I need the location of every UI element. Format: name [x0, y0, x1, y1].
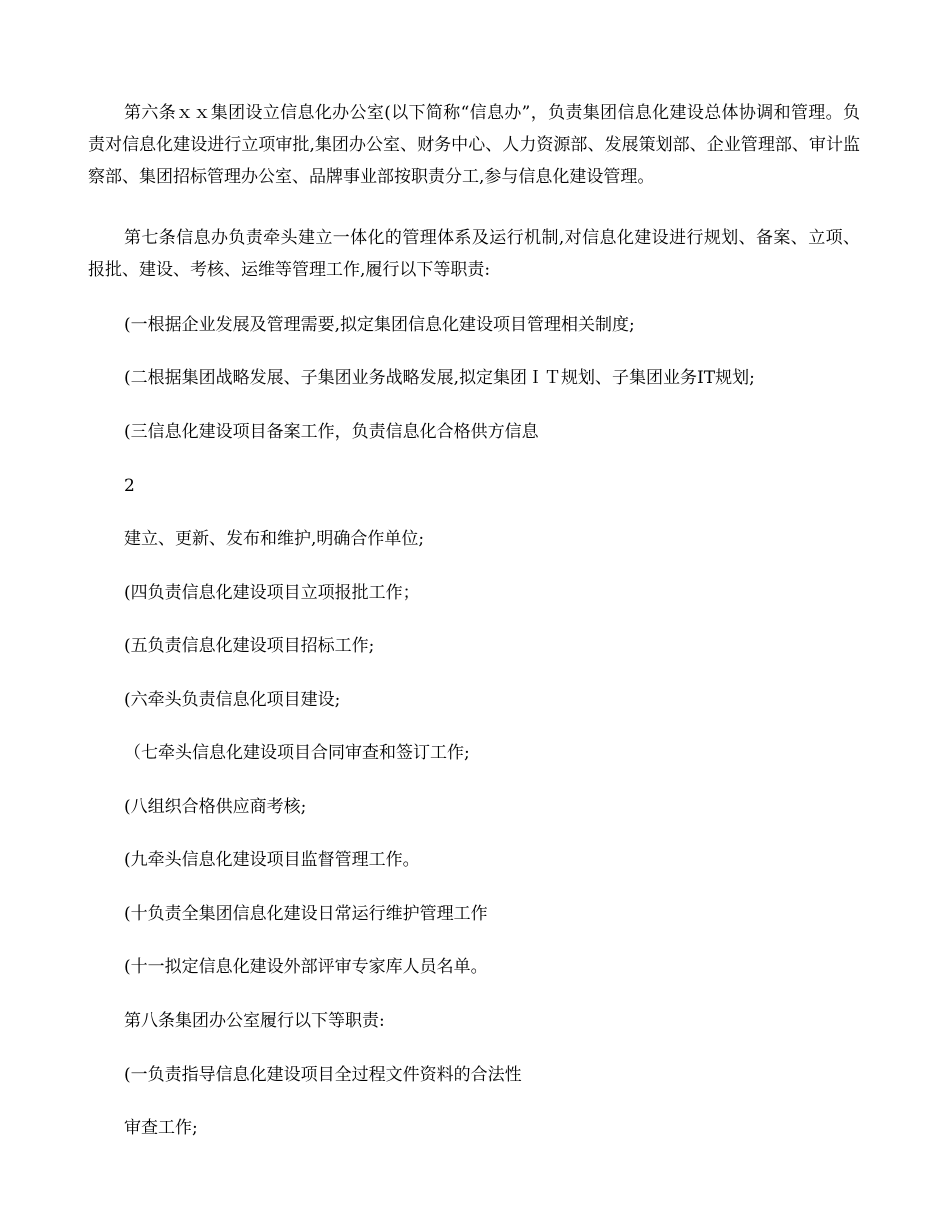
clause-line: (八组织合格供应商考核;	[124, 797, 307, 817]
clause-line: （七牵头信息化建设项目合同审查和签订工作;	[124, 743, 470, 763]
clause-line: (十负责全集团信息化建设日常运行维护管理工作	[124, 904, 488, 924]
clause-line: (四负责信息化建设项目立项报批工作；	[124, 583, 420, 603]
clause-line: (六牵头负责信息化项目建设;	[124, 690, 341, 710]
article-6-paragraph: 第六条ｘｘ集团设立信息化办公室(以下简称“信息办”，负责集团信息化建设总体协调和管理。负责对信息化建设进行立项审批,集团办公室、财务中心、人力资源部、发展策划部、企业管理部、审计监察部、集团招标管理办公室、品牌事业部按职责分工,参与信息化建设管理。	[88, 103, 860, 187]
clause-line: (九牵头信息化建设项目监督管理工作。	[124, 850, 420, 870]
clause-line: (一根据企业发展及管理需要,拟定集团信息化建设项目管理相关制度;	[124, 315, 635, 335]
clause-line: (十一拟定信息化建设外部评审专家库人员名单。	[124, 957, 488, 977]
article-8-heading: 第八条集团办公室履行以下等职责:	[124, 1011, 385, 1031]
page-number: 2	[124, 476, 135, 496]
clause-line: (一负责指导信息化建设项目全过程文件资料的合法性	[124, 1065, 522, 1085]
clause-line: (二根据集团战略发展、子集团业务战略发展,拟定集团ＩＴ规划、子集团业务IT规划;	[124, 368, 755, 388]
clause-line: (五负责信息化建设项目招标工作;	[124, 636, 375, 656]
clause-line: 建立、更新、发布和维护,明确合作单位;	[124, 529, 425, 549]
clause-line: (三信息化建设项目备案工作，负责信息化合格供方信息	[124, 422, 539, 442]
clause-line: 审查工作;	[124, 1118, 198, 1138]
article-7-paragraph: 第七条信息办负责牵头建立一体化的管理体系及运行机制,对信息化建设进行规划、备案、立项、报批、建设、考核、运维等管理工作,履行以下等职责:	[88, 228, 860, 280]
